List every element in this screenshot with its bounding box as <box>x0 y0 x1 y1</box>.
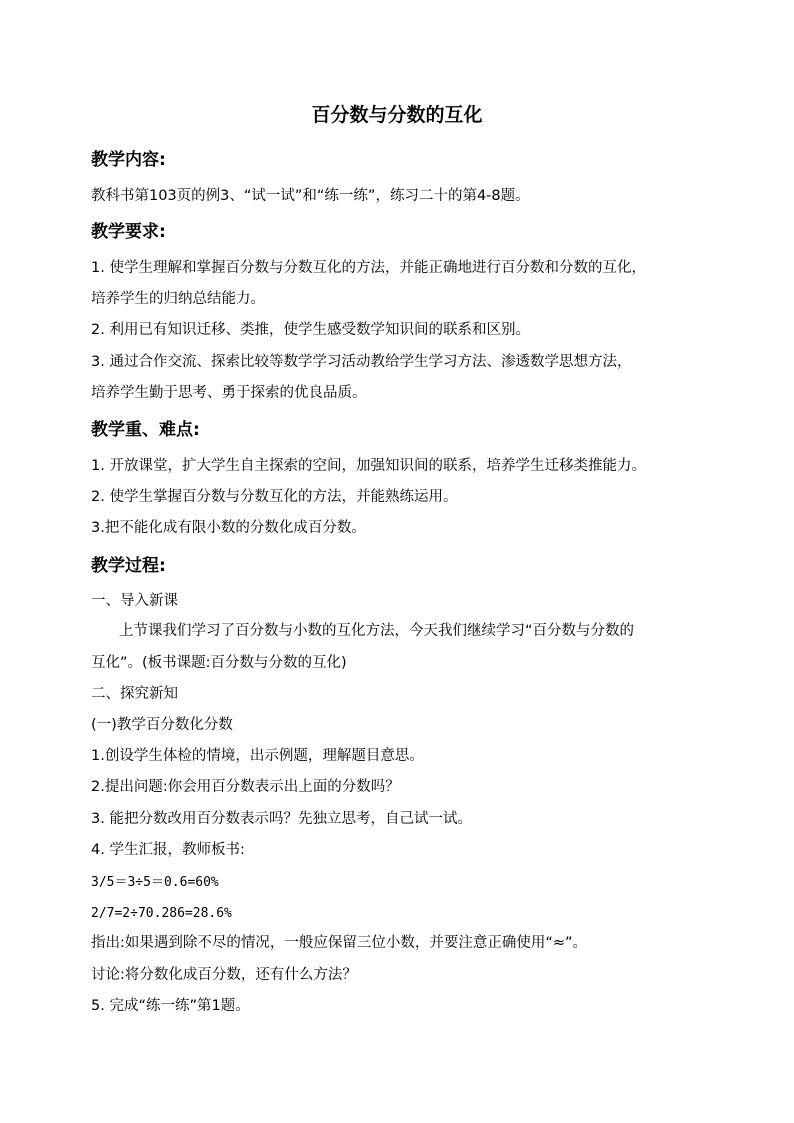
process-line: (一)教学百分数化分数 <box>91 717 233 733</box>
requirement-line: 培养学生的归纳总结能力。 <box>91 291 265 307</box>
process-line: 1.创设学生体检的情境，出示例题，理解题目意思。 <box>91 748 424 764</box>
key-point-line: 3.把不能化成有限小数的分数化成百分数。 <box>91 520 366 536</box>
process-line: 2.提出问题:你会用百分数表示出上面的分数吗？ <box>91 779 400 795</box>
key-point-line: 2. 使学生掌握百分数与分数互化的方法，并能熟练运用。 <box>91 489 458 505</box>
requirement-line: 1. 使学生理解和掌握百分数与分数互化的方法，并能正确地进行百分数和分数的互化， <box>91 260 646 276</box>
key-points-heading: 教学重、难点: <box>91 420 200 440</box>
process-line: 上节课我们学习了百分数与小数的互化方法，今天我们继续学习“百分数与分数的 <box>119 623 635 639</box>
requirement-line: 培养学生勤于思考、勇于探索的优良品质。 <box>91 385 367 401</box>
process-line: 指出:如果遇到除不尽的情况，一般应保留三位小数，并要注意正确使用“≈”。 <box>91 935 588 951</box>
formula-line: 3/5＝3÷5＝0.6=60% <box>91 875 219 890</box>
page-title: 百分数与分数的互化 <box>311 104 483 126</box>
requirement-line: 3. 通过合作交流、探索比较等数学学习活动教给学生学习方法、渗透数学思想方法， <box>91 354 632 370</box>
process-line: 二、探究新知 <box>91 686 178 702</box>
process-line: 5. 完成“练一练”第1题。 <box>91 998 250 1014</box>
content-heading: 教学内容: <box>91 150 166 170</box>
content-text: 教科书第103页的例3、“试一试”和“练一练”，练习二十的第4-8题。 <box>91 188 530 204</box>
requirement-line: 2. 利用已有知识迁移、类推，使学生感受数学知识间的联系和区别。 <box>91 322 530 338</box>
requirements-heading: 教学要求: <box>91 222 166 242</box>
process-line: 4. 学生汇报，教师板书: <box>91 842 245 858</box>
process-line: 一、导入新课 <box>91 593 178 609</box>
formula-line: 2/7=2÷70.286=28.6% <box>91 906 232 921</box>
process-line: 讨论:将分数化成百分数，还有什么方法？ <box>91 967 357 983</box>
process-line: 互化”。(板书课题:百分数与分数的互化) <box>91 655 347 671</box>
process-heading: 教学过程: <box>91 556 166 576</box>
key-point-line: 1. 开放课堂，扩大学生自主探索的空间，加强知识间的联系，培养学生迁移类推能力。 <box>91 458 646 474</box>
process-line: 3. 能把分数改用百分数表示吗？先独立思考，自己试一试。 <box>91 811 472 827</box>
